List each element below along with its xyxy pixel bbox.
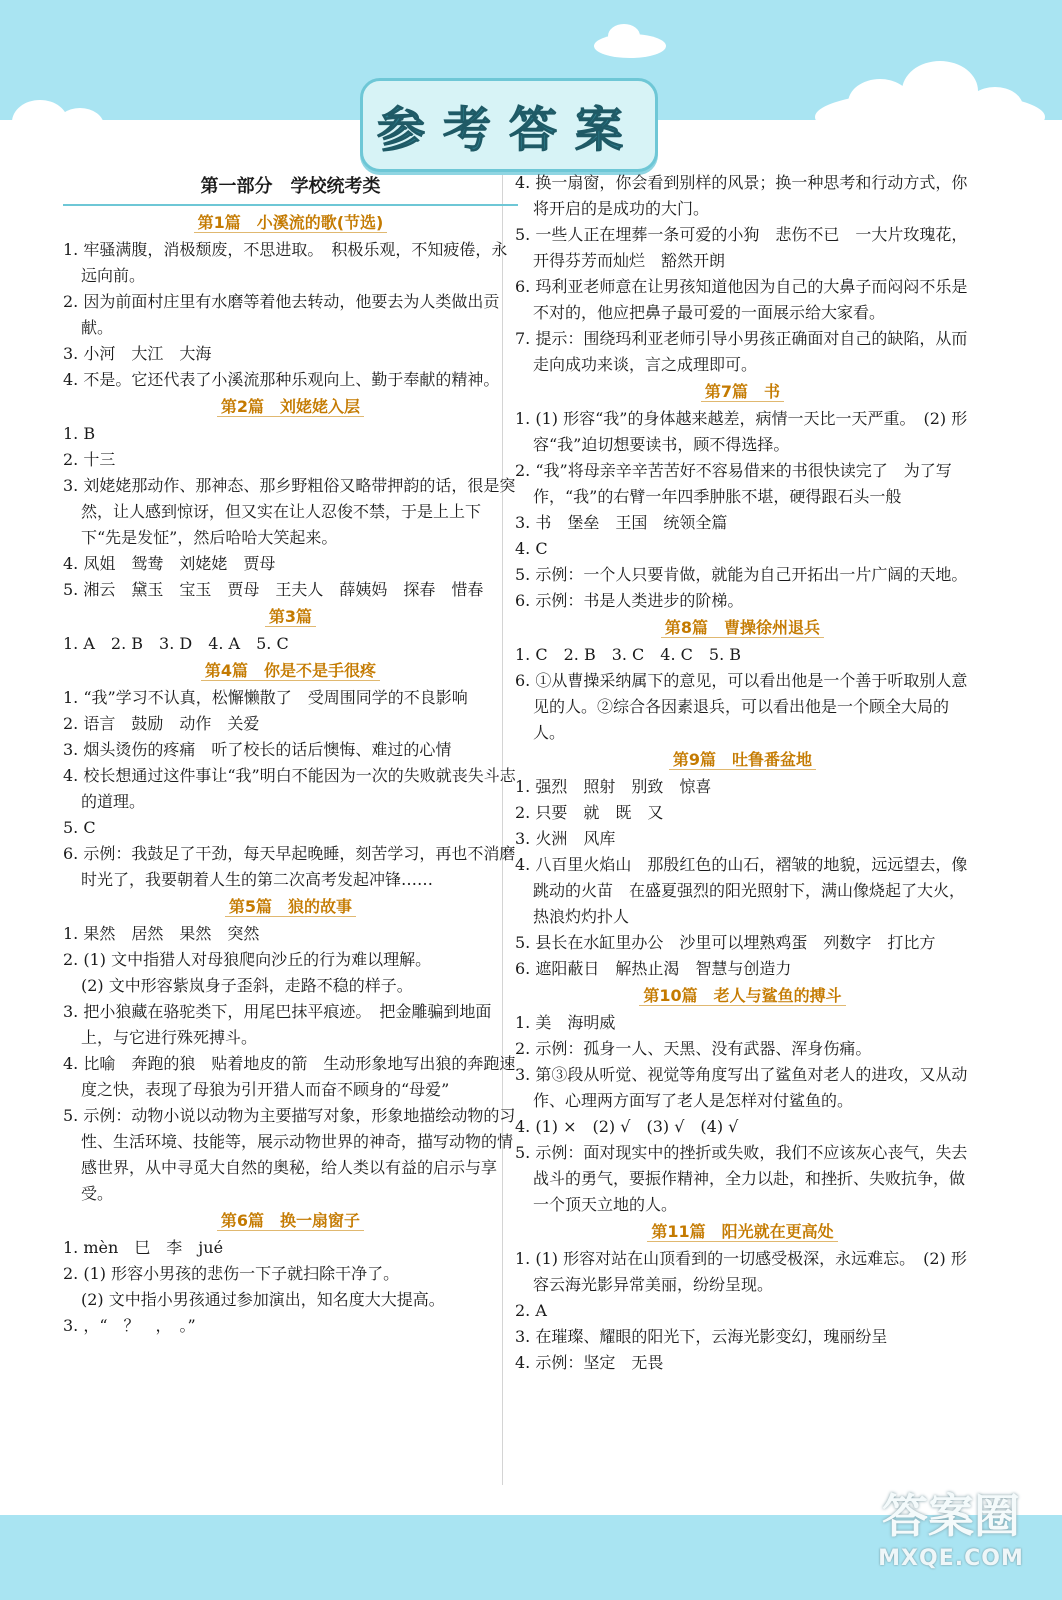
answer-item: 3. 在璀璨、耀眼的阳光下，云海光影变幻，瑰丽纷呈 (515, 1327, 888, 1346)
answer-item: 4. 换一扇窗，你会看到别样的风景；换一种思考和行动方式，你将开启的是成功的大门。 (515, 173, 968, 218)
answer-item: 1. (1) 形容对站在山顶看到的一切感受极深，永远难忘。 (2) 形容云海光影异常美丽，纷纷呈现。 (515, 1249, 967, 1294)
right-answers (515, 170, 970, 1376)
section-heading (515, 747, 970, 773)
answer-item: 4. 校长想通过这件事让“我”明白不能因为一次的失败就丧失斗志的道理。 (63, 766, 516, 811)
section-heading-text: 第5篇 狼的故事 (225, 897, 356, 917)
answer-item: 1. B (63, 424, 96, 443)
cloud-icon (0, 90, 130, 160)
answer-item: 5. 示例：一个人只要肯做，就能为自己开拓出一片广阔的天地。 (515, 565, 968, 584)
answer-item: 1. (1) 形容“我”的身体越来越差，病情一天比一天严重。 (2) 形容“我”迫切想要读书，顾不得选择。 (515, 409, 968, 454)
section-heading-text: 第2篇 刘姥姥入层 (217, 397, 364, 417)
answer-item: 3. 书 堡垒 王国 统领全篇 (515, 513, 728, 532)
answer-item: 1. C 2. B 3. C 4. C 5. B (515, 645, 742, 664)
section-heading (515, 379, 970, 405)
answer-item: 4. 八百里火焰山 那殷红色的山石，褶皱的地貌，远远望去，像跳动的火苗 在盛夏强烈的阳光照射下，满山像烧起了大火，热浪灼灼扑人 (515, 855, 968, 926)
page-title-box (360, 78, 658, 172)
section-heading-text: 第7篇 书 (701, 382, 784, 402)
section-heading-text: 第11篇 阳光就在更高处 (647, 1222, 837, 1242)
section-heading (515, 1219, 970, 1245)
answer-item: 6. 玛利亚老师意在让男孩知道他因为自己的大鼻子而闷闷不乐是不对的，他应把鼻子最可爱的一面展示给大家看。 (515, 277, 968, 322)
watermark-site: MXQE.COM (878, 1546, 1024, 1571)
answer-item: 6. 示例：书是人类进步的阶梯。 (515, 591, 744, 610)
section-heading-text: 第6篇 换一扇窗子 (217, 1211, 364, 1231)
section-heading (63, 658, 518, 684)
answer-item: 2. 十三 (63, 450, 116, 469)
left-column (63, 170, 518, 1339)
answer-item: 3. 第③段从听觉、视觉等角度写出了鲨鱼对老人的进攻，又从动作、心理两方面写了老人是怎样对付鲨鱼的。 (515, 1065, 968, 1110)
answer-item: 2. 因为前面村庄里有水磨等着他去转动，他要去为人类做出贡献。 (63, 292, 500, 337)
answer-item: 2. “我”将母亲辛辛苦苦好不容易借来的书很快读完了 为了写作，“我”的右臂一年四季肿胀不堪，硬得跟石头一般 (515, 461, 952, 506)
answer-item: 1. 果然 居然 果然 突然 (63, 924, 260, 943)
section-heading-text: 第3篇 (265, 607, 316, 627)
answer-item: 3. 小河 大江 大海 (63, 344, 212, 363)
answer-item: 4. (1) × (2) √ (3) √ (4) √ (515, 1117, 739, 1136)
answer-item: 5. 示例：动物小说以动物为主要描写对象，形象地描绘动物的习性、生活环境、技能等，展示动物世界的神奇，描写动物的情感世界，从中寻觅大自然的奥秘，给人类以有益的启示与享受。 (63, 1106, 516, 1203)
answer-item: 1. “我”学习不认真，松懈懒散了 受周围同学的不良影响 (63, 688, 468, 707)
answer-item: 4. 比喻 奔跑的狼 贴着地皮的箭 生动形象地写出狼的奔跑速度之快，表现了母狼为引开猎人而奋不顾身的“母爱” (63, 1054, 516, 1099)
section-heading (63, 604, 518, 630)
answer-item: 5. C (63, 818, 96, 837)
section-heading-text: 第9篇 吐鲁番盆地 (669, 750, 816, 770)
answer-item: 2. 示例：孤身一人、天黑、没有武器、浑身伤痛。 (515, 1039, 872, 1058)
answer-subitem: (2) 文中指小男孩通过参加演出，知名度大大提高。 (81, 1290, 445, 1309)
section-heading (515, 983, 970, 1009)
answer-item: 2. 只要 就 既 又 (515, 803, 664, 822)
section-heading (63, 894, 518, 920)
section-heading-text: 第1篇 小溪流的歌(节选) (194, 213, 388, 233)
answer-item: 6. ①从曹操采纳属下的意见，可以看出他是一个善于听取别人意见的人。②综合各因素退兵，可以看出他是一个顾全大局的人。 (515, 671, 968, 742)
cloud-icon (810, 55, 1050, 145)
answer-subitem: (2) 文中形容紫岚身子歪斜，走路不稳的样子。 (81, 976, 413, 995)
watermark-logo (866, 1480, 1036, 1580)
answer-item: 1. A 2. B 3. D 4. A 5. C (63, 634, 289, 653)
answer-item: 2. (1) 文中指猎人对母狼爬向沙丘的行为难以理解。 (63, 950, 432, 969)
answer-item: 4. 凤姐 鸳鸯 刘姥姥 贾母 (63, 554, 276, 573)
answer-item: 6. 遮阳蔽日 解热止渴 智慧与创造力 (515, 959, 792, 978)
answer-item: 1. 牢骚满腹，消极颓废，不思进取。 积极乐观，不知疲倦，永远向前。 (63, 240, 508, 285)
section-heading-text: 第8篇 曹操徐州退兵 (661, 618, 824, 638)
answer-item: 2. A (515, 1301, 547, 1320)
section-heading (515, 615, 970, 641)
answer-item: 6. 示例：我鼓足了干劲，每天早起晚睡，刻苦学习，再也不消磨时光了，我要朝着人生的第二次高考发起冲锋…… (63, 844, 516, 889)
answer-item: 4. 示例：坚定 无畏 (515, 1353, 664, 1372)
section-heading (63, 394, 518, 420)
part-title: 第一部分 学校统考类 (63, 170, 518, 206)
right-column (515, 170, 970, 1376)
section-heading (63, 1208, 518, 1234)
section-heading-text: 第10篇 老人与鲨鱼的搏斗 (639, 986, 845, 1006)
page-title: 参考答案 (376, 101, 641, 158)
answer-item: 4. C (515, 539, 548, 558)
answer-item: 3. 烟头烫伤的疼痛 听了校长的话后懊悔、难过的心情 (63, 740, 452, 759)
answer-item: 7. 提示：围绕玛利亚老师引导小男孩正确面对自己的缺陷，从而走向成功来谈，言之成理即可。 (515, 329, 968, 374)
answer-item: 3. ，“ ？ ， 。” (63, 1316, 196, 1335)
answer-item: 1. 强烈 照射 别致 惊喜 (515, 777, 712, 796)
answer-item: 2. 语言 鼓励 动作 关爱 (63, 714, 260, 733)
answer-item: 4. 不是。它还代表了小溪流那种乐观向上、勤于奉献的精神。 (63, 370, 500, 389)
answer-item: 5. 一些人正在埋葬一条可爱的小狗 悲伤不已 一大片玫瑰花，开得芬芳而灿烂 豁然开朗 (515, 225, 968, 270)
cloud-icon (590, 20, 670, 60)
answer-item: 1. mèn 巳 李 jué (63, 1238, 224, 1257)
answer-item: 5. 县长在水缸里办公 沙里可以埋熟鸡蛋 列数字 打比方 (515, 933, 936, 952)
answer-item: 3. 把小狼藏在骆驼类下，用尾巴抹平痕迹。 把金雕骗到地面上，与它进行殊死搏斗。 (63, 1002, 492, 1047)
answer-item: 3. 火洲 风库 (515, 829, 616, 848)
section-heading (63, 210, 518, 236)
left-answers (63, 210, 518, 1339)
section-heading-text: 第4篇 你是不是手很疼 (201, 661, 380, 681)
answer-item: 5. 湘云 黛玉 宝玉 贾母 王夫人 薛姨妈 探春 惜春 (63, 580, 484, 599)
answer-item: 3. 刘姥姥那动作、那神态、那乡野粗俗又略带押韵的话，很是突然，让人感到惊讶，但又实在让人忍俊不禁，于是上上下下“先是发怔”，然后哈哈大笑起来。 (63, 476, 516, 547)
answer-item: 2. (1) 形容小男孩的悲伤一下子就扫除干净了。 (63, 1264, 400, 1283)
answer-item: 1. 美 海明威 (515, 1013, 616, 1032)
answer-item: 5. 示例：面对现实中的挫折或失败，我们不应该灰心丧气，失去战斗的勇气，要振作精神，全力以赴，和挫折、失败抗争，做一个顶天立地的人。 (515, 1143, 968, 1214)
watermark-mark: 答案圈 (882, 1489, 1020, 1543)
